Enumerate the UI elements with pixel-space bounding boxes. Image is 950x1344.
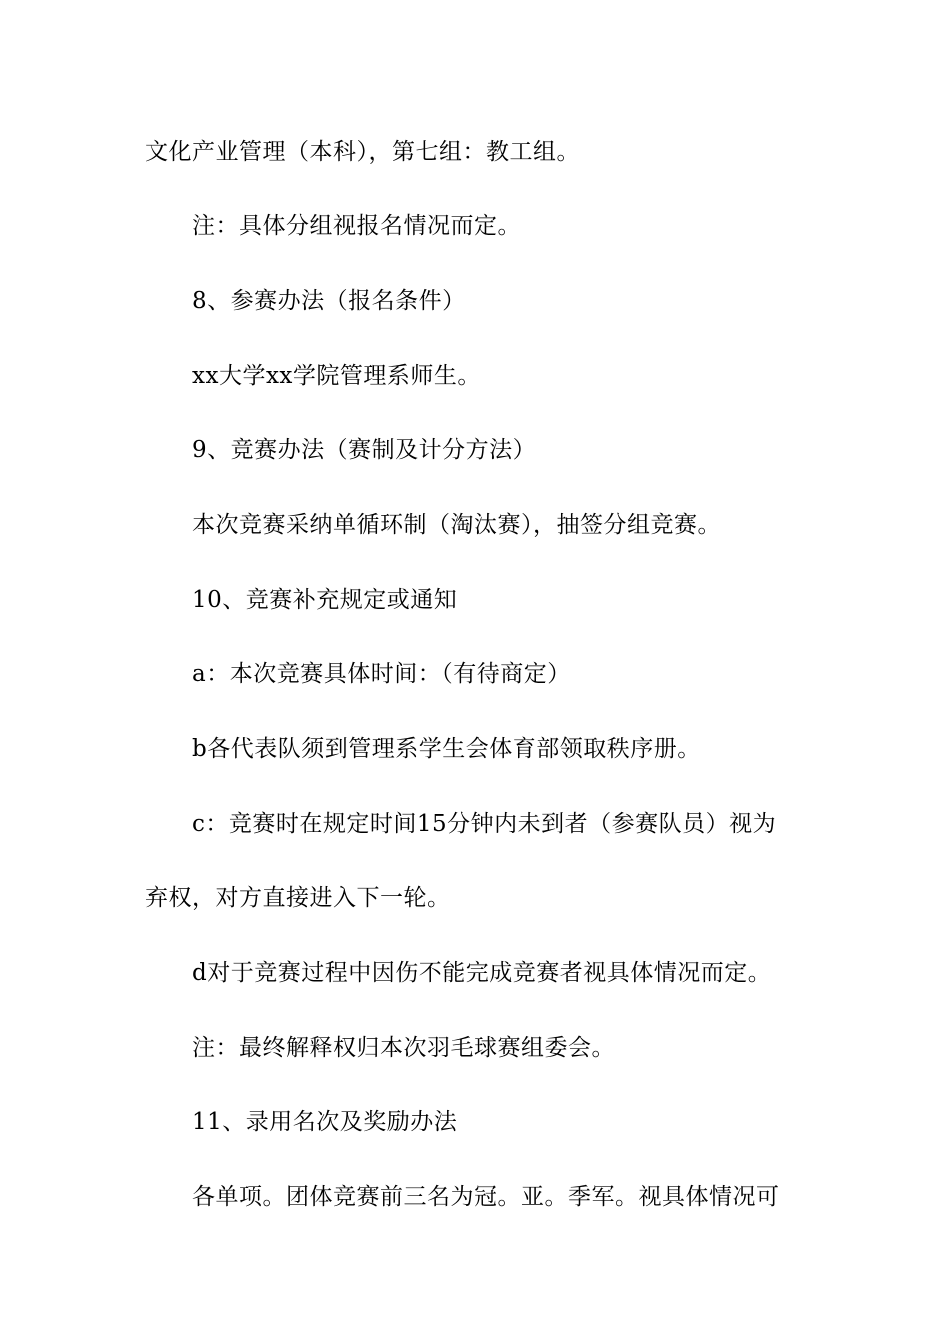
- text-line-format: 本次竞赛采纳单循环制（淘汰赛），抽签分组竞赛。: [192, 512, 721, 538]
- text-line-eligibility: xx大学xx学院管理系师生。: [192, 363, 481, 389]
- heading-supplementary-rules: 10、竞赛补充规定或通知: [192, 587, 458, 613]
- text-line-grouping-note: 注：具体分组视报名情况而定。: [192, 213, 521, 239]
- text-line-awards: 各单项。团体竞赛前三名为冠。亚。季军。视具体情况可: [192, 1184, 780, 1210]
- text-line-rule-c: c：竞赛时在规定时间15分钟内未到者（参赛队员）视为: [192, 811, 777, 837]
- heading-participation: 8、参赛办法（报名条件）: [192, 288, 466, 314]
- text-line-rule-b: b各代表队须到管理系学生会体育部领取秩序册。: [192, 736, 701, 762]
- text-line-rule-c-continued: 弃权，对方直接进入下一轮。: [145, 885, 451, 911]
- text-line-rule-a: a：本次竞赛具体时间：（有待商定）: [192, 661, 571, 687]
- heading-competition-method: 9、竞赛办法（赛制及计分方法）: [192, 437, 537, 463]
- text-line-group-seven: 文化产业管理（本科），第七组：教工组。: [145, 139, 580, 165]
- text-line-rule-d: d对于竞赛过程中因伤不能完成竞赛者视具体情况而定。: [192, 960, 772, 986]
- text-line-final-note: 注：最终解释权归本次羽毛球赛组委会。: [192, 1035, 615, 1061]
- heading-awards: 11、录用名次及奖励办法: [192, 1109, 458, 1135]
